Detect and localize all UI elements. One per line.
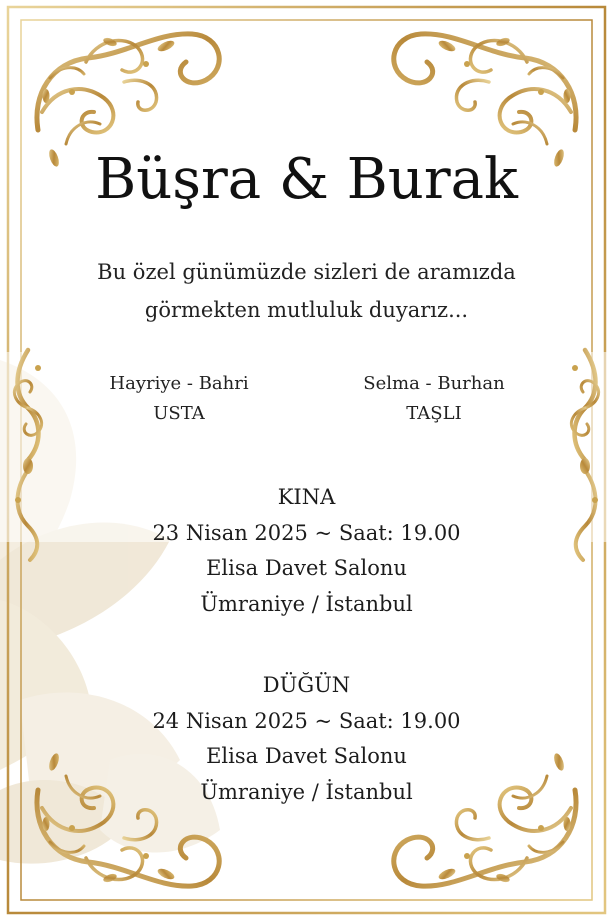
dugun-event <box>0 668 613 810</box>
groom-parents-names: Selma - Burhan <box>363 373 505 394</box>
bride-family <box>64 369 294 429</box>
dugun-datetime: 24 Nisan 2025 ~ Saat: 19.00 <box>152 708 461 733</box>
bride-family-surname: USTA <box>153 403 205 424</box>
kina-datetime: 23 Nisan 2025 ~ Saat: 19.00 <box>152 520 461 545</box>
groom-family <box>319 369 549 429</box>
kina-label: KINA <box>277 485 336 509</box>
dugun-venue: Elisa Davet Salonu <box>206 744 407 768</box>
kina-venue: Elisa Davet Salonu <box>206 556 407 580</box>
dugun-location: Ümraniye / İstanbul <box>200 779 413 804</box>
kina-event <box>0 480 613 622</box>
couple-names-title: Büşra & Burak <box>95 147 518 212</box>
intro-line-2: görmekten mutluluk duyarız... <box>144 298 469 322</box>
intro-line-1: Bu özel günümüzde sizleri de aramızda <box>97 260 516 284</box>
intro-message <box>60 253 553 329</box>
kina-location: Ümraniye / İstanbul <box>200 591 413 616</box>
groom-family-surname: TAŞLI <box>406 403 462 424</box>
bride-parents-names: Hayriye - Bahri <box>109 373 249 394</box>
dugun-label: DÜĞÜN <box>262 673 351 697</box>
